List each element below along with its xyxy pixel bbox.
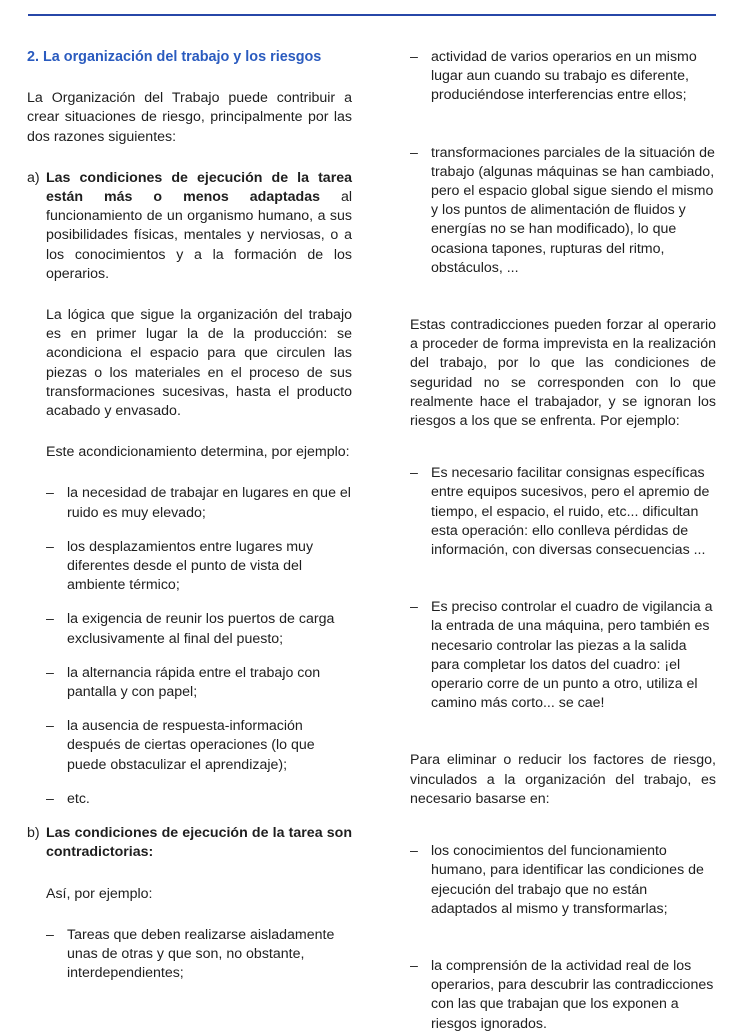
item-b-list-right (410, 48, 716, 278)
top-rule (28, 14, 716, 16)
item-a-list (46, 484, 352, 809)
dash-bullet: – (46, 538, 54, 555)
item-a (27, 169, 352, 284)
item-a-lead (46, 169, 352, 284)
item-b-para1: Así, por ejemplo: (46, 885, 153, 902)
item-b (27, 824, 352, 862)
dash-bullet: – (410, 144, 418, 161)
list-item: – transformaciones parciales de la situación de trabajo (algunas máquinas se han cambiado, pero el espacio global sigue siendo el mismo y los puntos de alimentación de fluidos y energías no se han modificado), lo que ocasiona tapones, rupturas del ritmo, obstáculos, ... (410, 144, 715, 276)
dash-bullet: – (46, 611, 54, 628)
item-b-body (27, 885, 352, 984)
dash-bullet: – (46, 664, 54, 681)
item-a-para1: La lógica que sigue la organización del trabajo es en primer lugar la de la producción: se acondiciona el espacio para que circulen las piezas o los materiales en el proceso de sus transformaciones sucesivas, hasta el producto acabado y envasado. (46, 307, 352, 420)
list-item: – los desplazamientos entre lugares muy diferentes desde el punto de vista del ambiente térmico; (46, 538, 314, 594)
item-a-body (27, 306, 352, 809)
item-b-list-left (46, 926, 352, 984)
list-item: – la comprensión de la actividad real de los operarios, para descubrir las contradicciones con las que trabajan que los exponen a riesgos ignorados. (410, 957, 714, 1032)
item-a-para2: Este acondicionamiento determina, por ejemplo: (46, 444, 350, 461)
list-item: – etc. (46, 790, 352, 809)
left-column (27, 48, 352, 998)
list-item: – los conocimientos del funcionamiento humano, para identificar las condiciones de ejecución del trabajo que no están adaptados al mismo y transformarlas; (410, 843, 704, 917)
list-item: – la exigencia de reunir los puertos de carga exclusivamente al final del puesto; (46, 611, 335, 647)
list-item: – la ausencia de respuesta-información después de ciertas operaciones (lo que puede obstaculizar el aprendizaje); (46, 718, 315, 773)
list-item: – la necesidad de trabajar en lugares en que el ruido es muy elevado; (46, 485, 351, 521)
list-item: – la alternancia rápida entre el trabajo con pantalla y con papel; (46, 664, 321, 701)
dash-bullet: – (46, 926, 54, 943)
item-a-lead-rest: al funcionamiento de un organismo humano, a sus posibilidades físicas, mentales y nerviosas, o a los conocimientos y a la formación de los operarios. (46, 189, 353, 282)
reduction-list (410, 842, 716, 1034)
list-item: – actividad de varios operarios en un mismo lugar aun cuando su trabajo es diferente, produciéndose interferencias entre ellos; (410, 49, 697, 104)
dash-bullet: – (46, 485, 54, 502)
dash-bullet: – (410, 957, 418, 974)
contradictions-list (410, 464, 716, 713)
intro-paragraph: La Organización del Trabajo puede contribuir a crear situaciones de riesgo, principalmente por las dos razones siguientes: (27, 90, 352, 145)
dash-bullet: – (410, 49, 418, 65)
right-column (410, 48, 716, 1034)
item-a-letter: a) (27, 169, 40, 186)
contradictions-paragraph: Estas contradicciones pueden forzar al operario a proceder de forma imprevista en la realización del trabajo, por lo que las condiciones de seguridad no se corresponden con lo que realmente hace el trabajador, y se ignoran los riesgos a los que se enfrenta. Por ejemplo: (410, 317, 716, 430)
dash-bullet: – (46, 790, 54, 807)
item-b-letter: b) (27, 825, 40, 842)
dash-bullet: – (46, 718, 54, 735)
section-heading: 2. La organización del trabajo y los riesgos (27, 49, 322, 65)
reduction-paragraph: Para eliminar o reducir los factores de riesgo, vinculados a la organización del trabajo, es necesario basarse en: (410, 752, 716, 807)
item-b-lead: Las condiciones de ejecución de la tarea son contradictorias: (46, 825, 352, 861)
dash-bullet: – (410, 465, 418, 482)
dash-bullet: – (410, 843, 418, 860)
item-a-lead-bold: Las condiciones de ejecución de la tarea están más o menos adaptadas (46, 169, 352, 206)
dash-bullet: – (410, 599, 418, 616)
list-item: – Tareas que deben realizarse aisladamente unas de otras y que son, no obstante, interdependientes; (46, 926, 335, 982)
list-item: – Es necesario facilitar consignas específicas entre equipos sucesivos, pero el apremio de tiempo, el espacio, el ruido, etc... dificultan esta operación: ello conlleva pérdidas de información, con diversas consecuencias ... (410, 465, 710, 559)
list-item: – Es preciso controlar el cuadro de vigilancia a la entrada de una máquina, pero también es necesario controlar las piezas a la salida para completar los datos del cuadro: ¡el operario corre de un punto a otro, utiliza el camino más corto... se cae! (410, 599, 713, 712)
